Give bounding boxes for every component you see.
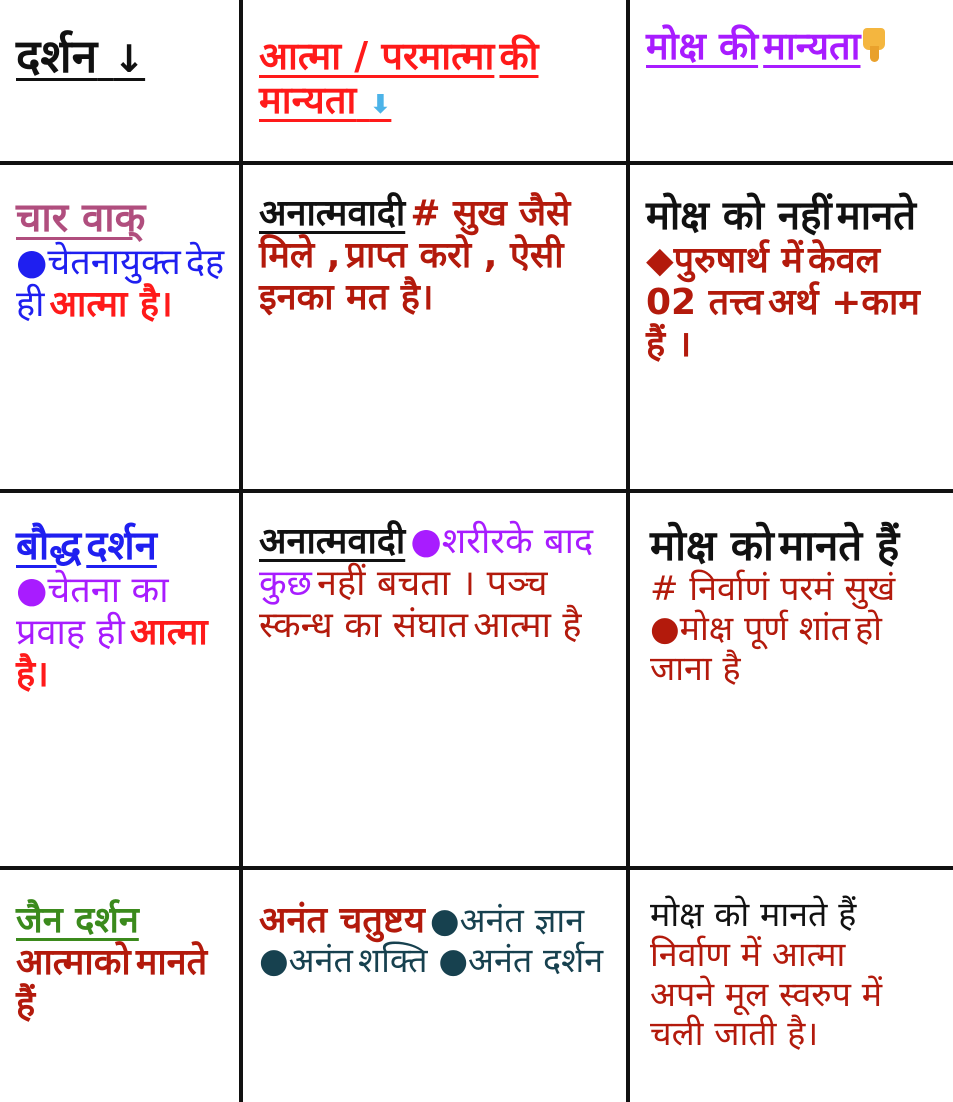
header-moksha-line1: मोक्ष की bbox=[646, 24, 759, 68]
row1-atma-line-2: प्राप्त करो , ऐसी bbox=[345, 235, 564, 277]
row2-darshan-cell bbox=[0, 493, 243, 870]
row2-atma-title: अनात्मवादी bbox=[259, 521, 406, 562]
row2-moksha-line-2: ●मोक्ष पूर्ण शांत bbox=[650, 608, 850, 649]
bauddh-title-1: बौद्ध bbox=[16, 523, 82, 569]
header-atma-line1: आत्मा / परमात्मा bbox=[259, 34, 495, 78]
jain-title: जैन दर्शन bbox=[16, 900, 139, 941]
black-down-arrow-icon: ↓ bbox=[113, 37, 146, 81]
row2-atma-cell bbox=[243, 493, 630, 870]
row3-moksha-cell bbox=[630, 870, 953, 1102]
row1-atma-cell bbox=[243, 165, 630, 493]
row1-darshan-cell bbox=[0, 165, 243, 493]
row1-moksha-line-1: ◆पुरुषार्थ में bbox=[646, 239, 803, 281]
row2-atma-line-3: स्कन्ध का संघात bbox=[259, 605, 469, 647]
row2-moksha-line-1: # निर्वाणं परमं सुखं bbox=[650, 569, 896, 610]
row3-atma-line-1: ●अनंत ज्ञान ●अनंत bbox=[259, 901, 585, 982]
header-darshan-label bbox=[16, 29, 145, 83]
row2-atma-line-1: ●शरीरके बाद कुछ bbox=[259, 521, 594, 605]
row3-moksha-line-3: चली जाती है। bbox=[650, 1014, 819, 1055]
charvak-line-2: देह ही bbox=[16, 241, 225, 325]
row2-atma-line-4: आत्मा है bbox=[473, 605, 582, 647]
row3-darshan-cell bbox=[0, 870, 243, 1102]
row2-moksha-title-1: मोक्ष को bbox=[650, 521, 774, 570]
header-cell-atma bbox=[243, 0, 630, 165]
row1-moksha-line-2: केवल 02 तत्त्व bbox=[646, 239, 881, 323]
header-moksha-line2: मान्यता bbox=[763, 24, 861, 68]
bauddh-emphasis: आत्मा है। bbox=[16, 611, 208, 696]
bauddh-line-2: प्रवाह ही bbox=[16, 611, 125, 653]
header-moksha-line2-wrap bbox=[763, 24, 860, 68]
header-atma-line2: की मान्यता bbox=[259, 34, 539, 123]
bauddh-line-1: ●चेतना का bbox=[16, 569, 169, 611]
row2-moksha-cell bbox=[630, 493, 953, 870]
row3-moksha-title: मोक्ष को मानते हैं bbox=[650, 895, 857, 935]
bauddh-title-2: दर्शन bbox=[86, 523, 157, 569]
row2-moksha-title-2: मानते हैं bbox=[778, 521, 900, 570]
row1-moksha-title-2: मानते bbox=[836, 193, 917, 239]
row2-atma-line-2: नहीं बचता । पञ्च bbox=[316, 563, 548, 605]
charvak-line-1: ●चेतनायुक्त bbox=[16, 241, 181, 283]
row3-atma-line-2: शक्ति ●अनंत दर्शन bbox=[358, 941, 604, 982]
header-cell-moksha bbox=[630, 0, 953, 165]
row1-atma-line-1: # सुख जैसे मिले , bbox=[259, 193, 571, 277]
header-cell-darshan bbox=[0, 0, 243, 165]
blue-down-arrow-icon: ⬇ bbox=[369, 90, 392, 121]
row2-moksha-line-3: हो जाना है bbox=[650, 608, 882, 689]
row1-atma-line-3: इनका मत है। bbox=[259, 277, 434, 319]
jain-line-1: आत्माको bbox=[16, 942, 131, 984]
header-darshan-text: दर्शन bbox=[16, 29, 98, 83]
charvak-title: चार वाक् bbox=[16, 195, 146, 241]
row1-moksha-title-1: मोक्ष को नहीं bbox=[646, 193, 832, 239]
jain-line-2: मानते हैं bbox=[16, 942, 208, 1026]
row1-moksha-cell bbox=[630, 165, 953, 493]
row3-moksha-line-1: निर्वाण में आत्मा bbox=[650, 934, 846, 975]
row1-moksha-line-3: अर्थ +काम हैं । bbox=[646, 281, 920, 366]
row3-atma-cell bbox=[243, 870, 630, 1102]
row1-atma-title: अनात्मवादी bbox=[259, 193, 406, 234]
charvak-emphasis: आत्मा है। bbox=[49, 283, 173, 325]
row3-atma-title: अनंत चतुष्टय bbox=[259, 900, 425, 941]
row3-moksha-line-2: अपने मूल स्वरुप में bbox=[650, 974, 883, 1015]
